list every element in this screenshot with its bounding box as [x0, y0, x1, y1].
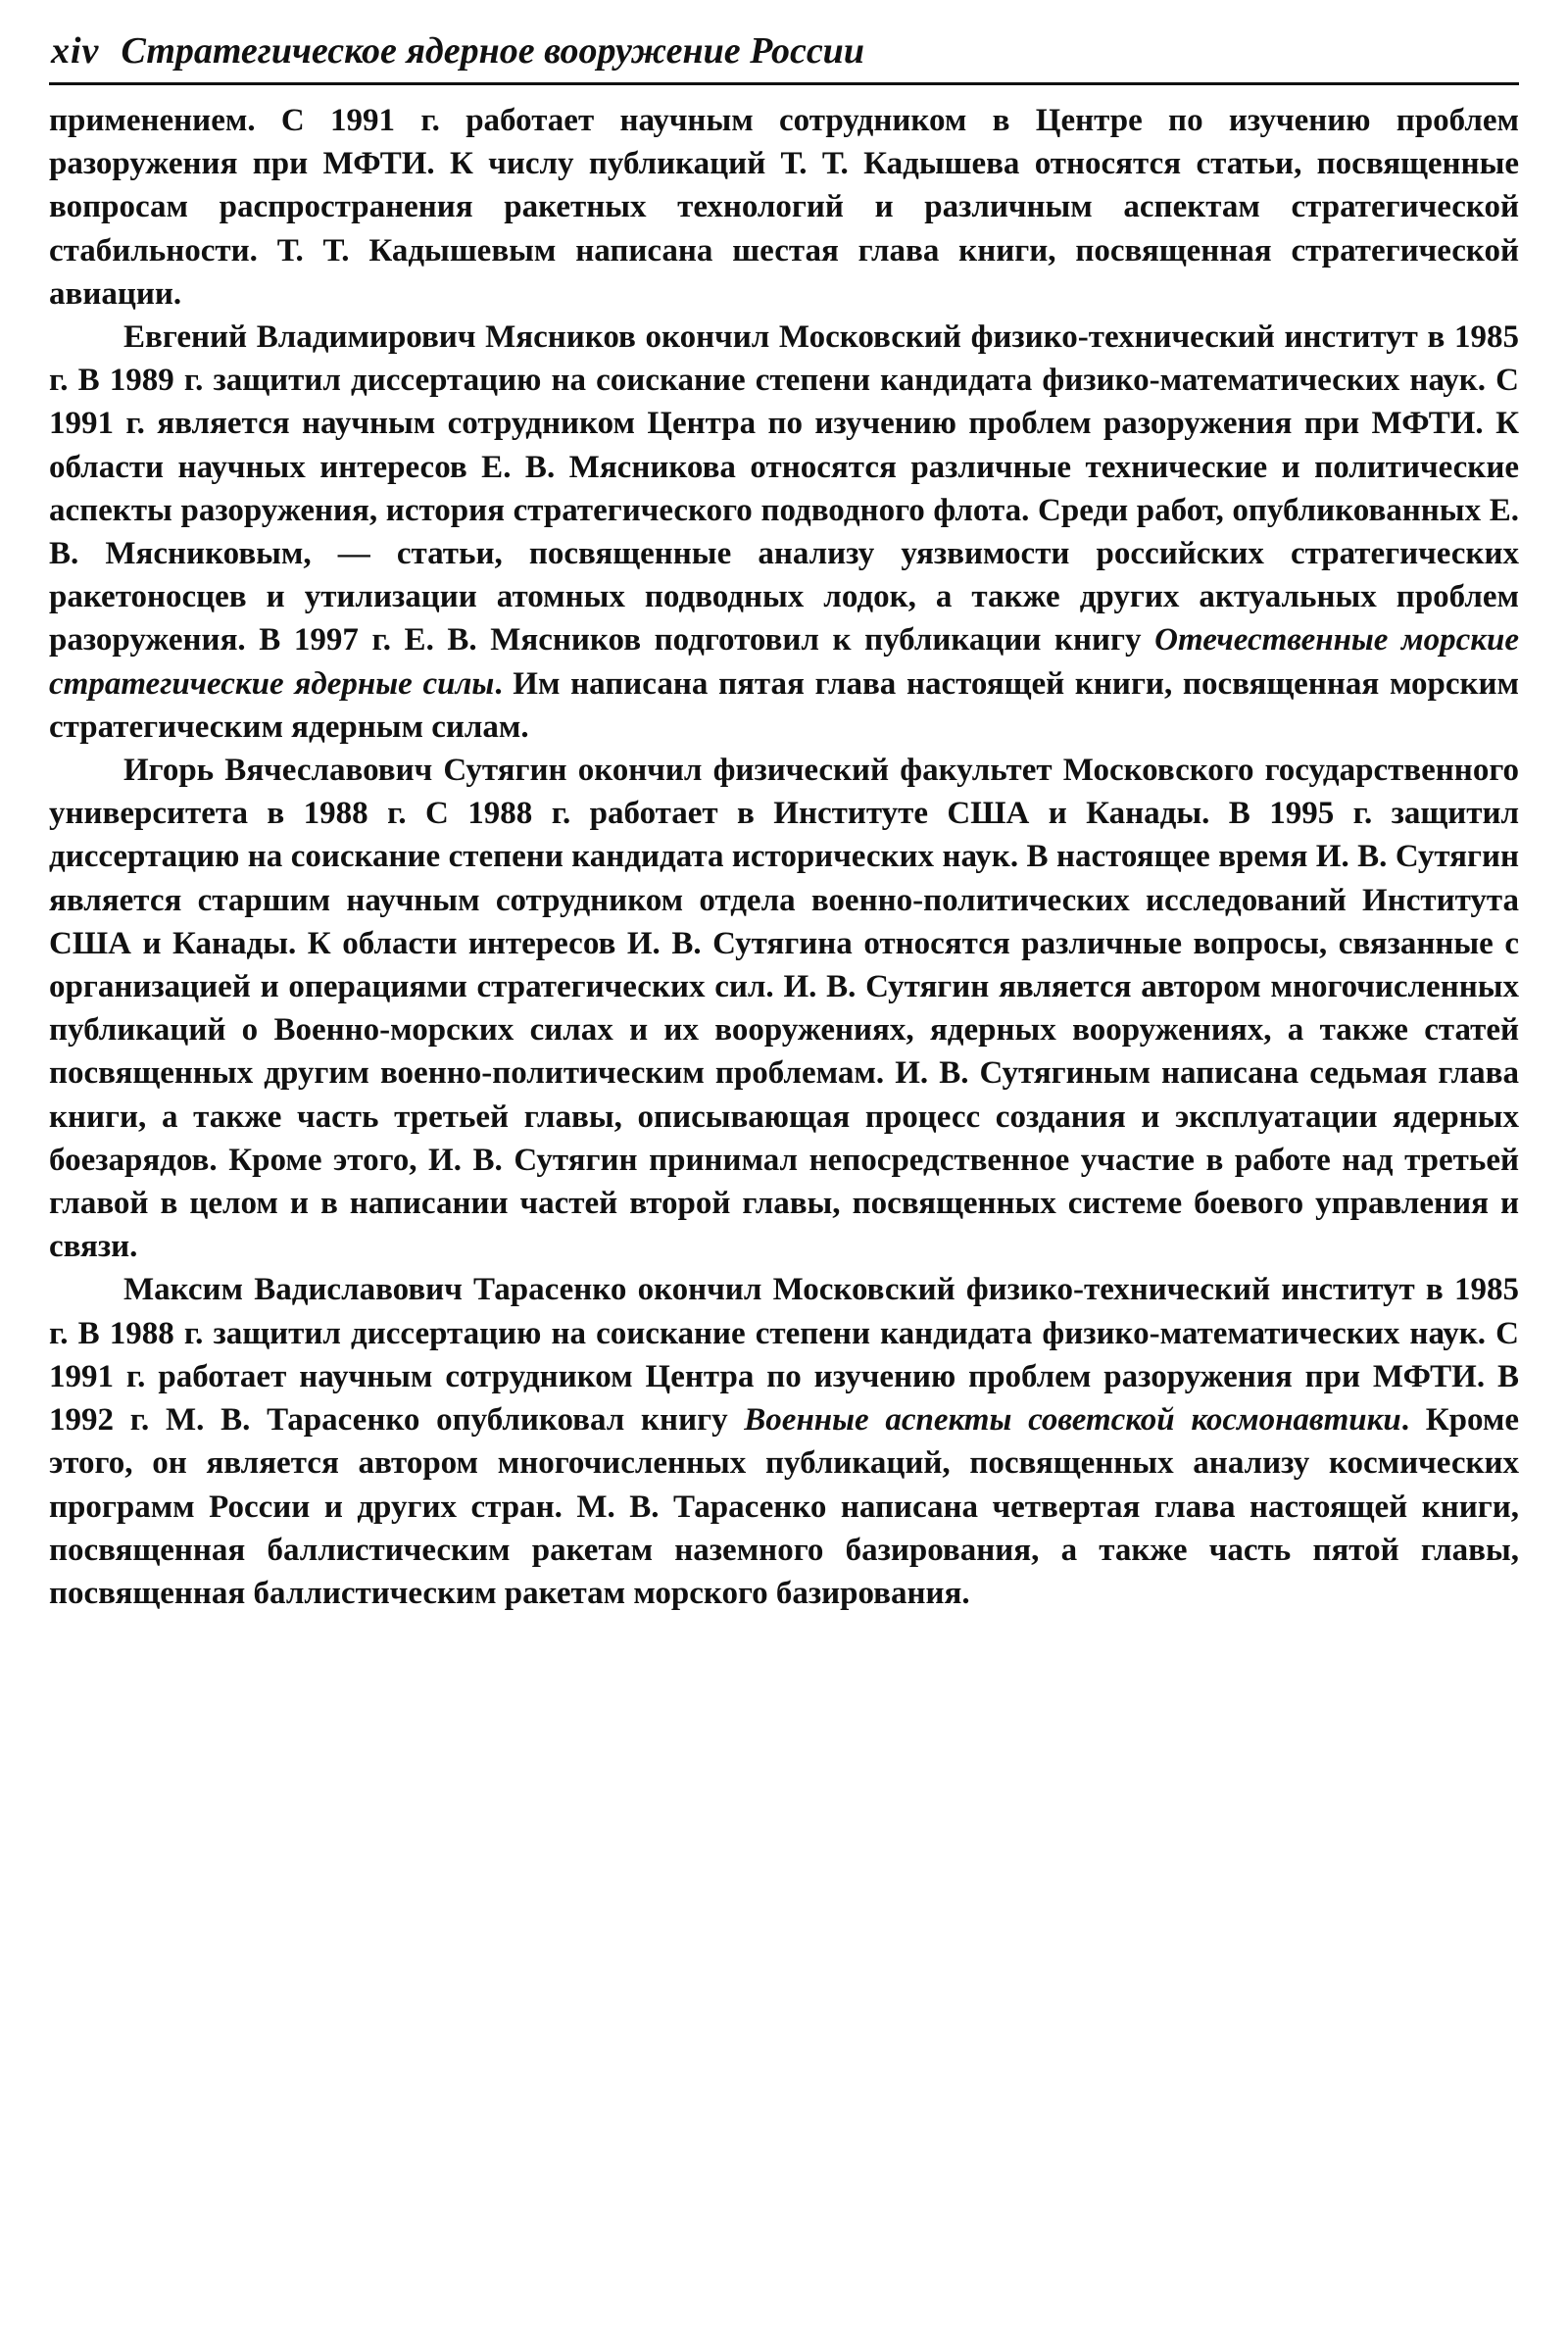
book-title: Военные аспекты советской космонавтики — [744, 1402, 1401, 1439]
page-number: xiv — [51, 30, 100, 72]
paragraph-sutyagin: Игорь Вячеславович Сутягин окончил физический факультет Московского государственного университета в 1988 г. С 1988 г. работает в Институте США и Канады. В 1995 г. защитил диссертацию на соискание степени кандидата исторических наук. В настоящее время И. В. Сутягин является старшим научным сотрудником отдела военно-политических исследований Института США и Канады. К области интересов И. В. Сутягина относятся различные вопросы, связанные с организацией и операциями стратегических сил. И. В. Сутягин является автором многочисленных публикаций о Военно-морских силах и их вооружениях, ядерных вооружениях, а также статей посвященных другим военно-политическим проблемам. И. В. Сутягиным написана седьмая глава книги, а также часть третьей главы, описывающая процесс создания и эксплуатации ядерных боезарядов. Кроме этого, И. В. Сутягин принимал непосредственное участие в работе над третьей главой в целом и в написании частей второй главы, посвященных системе боевого управления и связи. — [49, 753, 1519, 1265]
book-title: Отечественные морские стратегические ядерные силы — [49, 622, 1520, 702]
paragraph-text: Максим Вадиславович Тарасенко окончил Московский физико-технический институт в 1985 г. В 1988 г. защитил диссертацию на соискание степени кандидата физико-математических наук. С 1991 г. работает научным сотрудником Центра по изучению проблем разоружения при МФТИ. В 1992 г. М. В. Тарасенко опубликовал книгу — [49, 1272, 1519, 1439]
paragraph-text: . Им написана пятая глава настоящей книги, посвященная морским стратегическим ядерным силам. — [49, 665, 1519, 745]
book-page — [49, 27, 1519, 1615]
paragraph-text: . Кроме этого, он является автором многочисленных публикаций, посвященных анализу космических программ России и других стран. М. В. Тарасенко написана четвертая глава настоящей книги, посвященная баллистическим ракетам наземного базирования, а также часть пятой главы, посвященная баллистическим ракетам морского базирования. — [49, 1402, 1519, 1611]
paragraph-tarasenko — [49, 1268, 1519, 1615]
body-text — [49, 99, 1519, 1615]
running-title: Стратегическое ядерное вооружение России — [121, 30, 864, 72]
paragraph-text: Евгений Владимирович Мясников окончил Московский физико-технический институт в 1985 г. В 1989 г. защитил диссертацию на соискание степени кандидата физико-математических наук. С 1991 г. является научным сотрудником Центра по изучению проблем разоружения при МФТИ. К области научных интересов Е. В. Мясникова относятся различные технические и политические аспекты разоружения, история стратегического подводного флота. Среди работ, опубликованных Е. В. Мясниковым, — статьи, посвященные анализу уязвимости российских стратегических ракетоносцев и утилизации атомных подводных лодок, а также других актуальных проблем разоружения. В 1997 г. Е. В. Мясников подготовил к публикации книгу — [49, 319, 1519, 659]
paragraph-myasnikov — [49, 316, 1519, 749]
header-rule — [49, 82, 1519, 85]
paragraph-kadyshev-continued: применением. С 1991 г. работает научным сотрудником в Центре по изучению проблем разоружения при МФТИ. К числу публикаций Т. Т. Кадышева относятся статьи, посвященные вопросам распространения ракетных технологий и различным аспектам стратегической стабильности. Т. Т. Кадышевым написана шестая глава книги, посвященная стратегической авиации. — [49, 103, 1519, 312]
running-header — [49, 27, 1519, 74]
